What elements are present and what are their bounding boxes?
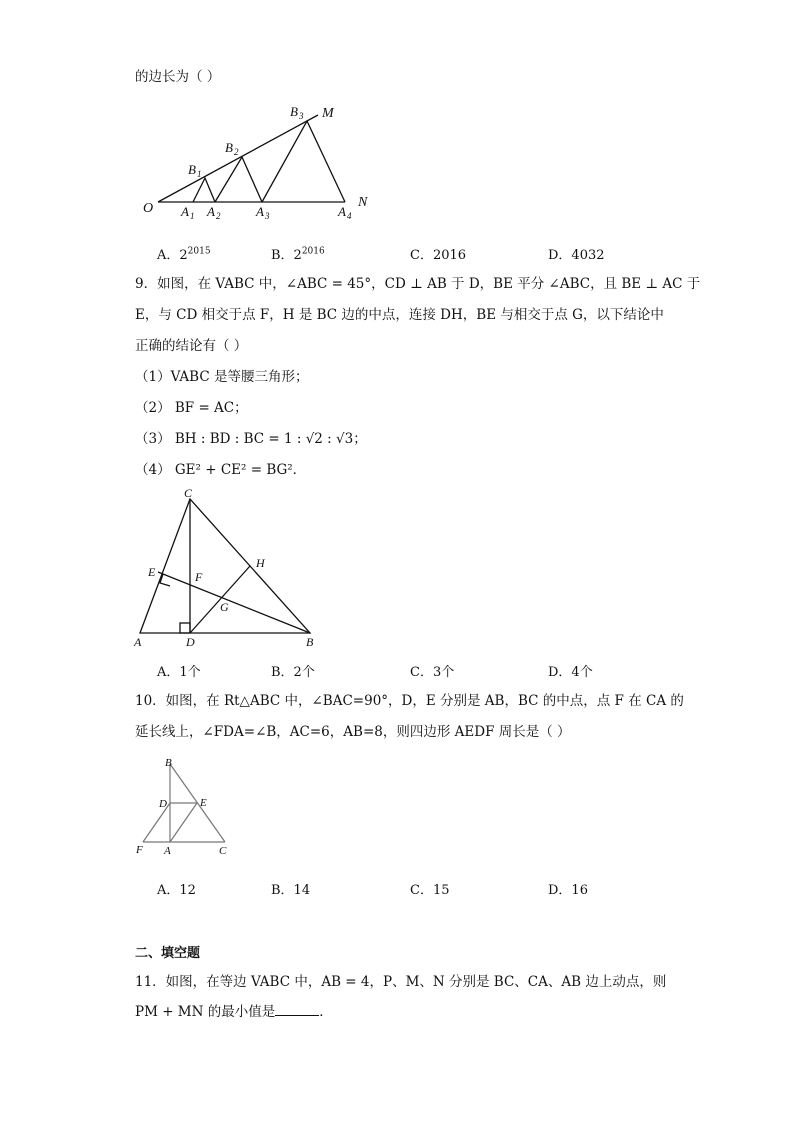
q8-figure — [140, 98, 380, 226]
q9-stem-line1: 9．如图，在 VABC 中，∠ABC = 45°，CD ⊥ AB 于 D，BE 平分 ∠ABC，且 BE ⊥ AC 于 — [135, 276, 701, 292]
label-A1-sub: 1 — [190, 211, 195, 221]
label-A1: A — [181, 204, 189, 219]
q10-option-d: D．16 — [548, 883, 588, 898]
label-D: D — [159, 798, 167, 810]
label-N: N — [358, 195, 368, 210]
label-F: F — [195, 570, 203, 584]
section-heading: 二、填空题 — [135, 946, 201, 961]
label-A4-sub: 4 — [347, 211, 352, 221]
label-C: C — [219, 845, 227, 857]
label-G: G — [220, 600, 229, 614]
q8-option-d: D．4032 — [548, 248, 605, 263]
label-F: F — [136, 844, 143, 856]
q9-option-d: D．4个 — [548, 665, 593, 680]
q9-statement-4: （4） GE² + CE² = BG²． — [135, 462, 307, 478]
q8-option-c: C．2016 — [410, 248, 467, 263]
q9-stem-line2: E，与 CD 相交于点 F，H 是 BC 边的中点，连接 DH，BE 与相交于点 G，以下结论中 — [135, 307, 664, 323]
label-B2-sub: 2 — [234, 147, 239, 157]
label-B: B — [306, 635, 314, 649]
q10-stem-line2: 延长线上，∠FDA=∠B，AC=6，AB=8，则四边形 AEDF 周长是（ ） — [135, 724, 571, 740]
q8-option-a: A．$2^{2015}$ — [157, 246, 211, 263]
label-B1-sub: 1 — [197, 169, 202, 179]
label-B3: B — [290, 104, 298, 119]
label-B2: B — [225, 140, 233, 155]
q10-figure — [130, 752, 240, 862]
q8-option-b: B．$2^{2016}$ — [271, 246, 325, 263]
label-B: B — [165, 757, 172, 769]
label-E: E — [200, 797, 207, 809]
label-O: O — [143, 201, 154, 216]
q9-statement-3: （3） BH : BD : BC = 1 : √2 : √3； — [135, 431, 367, 447]
label-A3-sub: 3 — [265, 211, 270, 221]
q9-statement-2: （2） BF = AC； — [135, 400, 248, 416]
label-C: C — [184, 486, 193, 500]
q9-statement-1: （1）VABC 是等腰三角形； — [135, 369, 309, 385]
answer-blank[interactable] — [275, 1003, 319, 1016]
q10-option-b: B．14 — [271, 883, 311, 898]
label-B3-sub: 3 — [299, 111, 304, 121]
q9-stem-line3: 正确的结论有（ ） — [135, 338, 248, 354]
label-A4: A — [338, 204, 346, 219]
label-A: A — [134, 635, 142, 649]
label-A: A — [164, 845, 171, 857]
label-E: E — [148, 565, 156, 579]
q9-figure — [130, 483, 330, 653]
q10-option-c: C．15 — [410, 883, 450, 898]
q8-stem-tail: 的边长为（ ） — [135, 69, 221, 85]
q9-option-a: A．1个 — [157, 665, 201, 680]
q9-option-b: B．2个 — [271, 665, 315, 680]
label-B1: B — [188, 162, 196, 177]
label-H: H — [256, 556, 265, 570]
q11-stem-line1: 11．如图，在等边 VABC 中，AB = 4，P、M、N 分别是 BC、CA、AB 边上动点，则 — [135, 974, 667, 990]
q10-option-a: A．12 — [157, 883, 196, 898]
label-A2: A — [207, 204, 215, 219]
q9-option-c: C．3个 — [410, 665, 455, 680]
label-D: D — [186, 635, 195, 649]
q11-stem-line2: PM + MN 的最小值是 ． — [135, 1004, 333, 1020]
label-M: M — [322, 106, 334, 121]
label-A2-sub: 2 — [216, 211, 221, 221]
label-A3: A — [256, 204, 264, 219]
q10-stem-line1: 10．如图，在 Rt△ABC 中，∠BAC=90°，D，E 分别是 AB，BC 的中点，点 F 在 CA 的 — [135, 693, 684, 709]
